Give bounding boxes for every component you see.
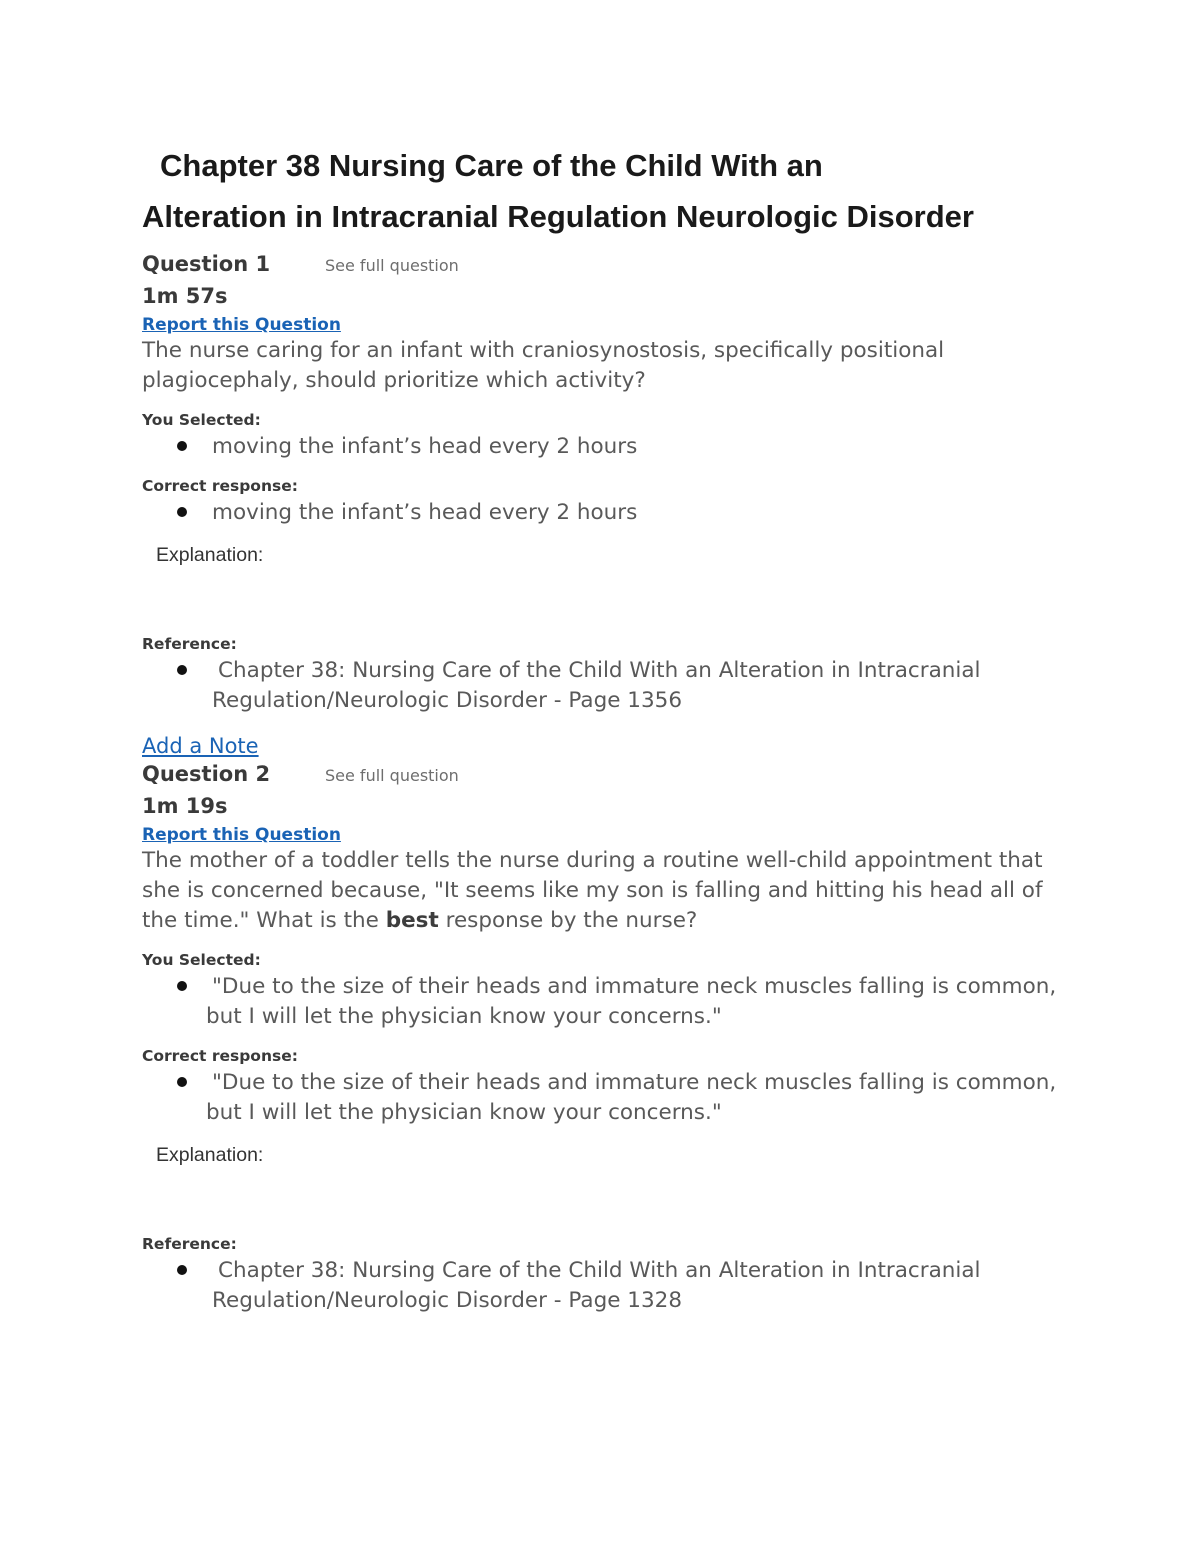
correct-answer-list [142,498,1072,528]
reference-list [142,1256,1072,1316]
bullet-icon [177,981,187,991]
reference-text: Chapter 38: Nursing Care of the Child With an Alteration in Intracranial Regulation/Neurologic Disorder - Page 1328 [212,1258,981,1313]
title-line-2: Alteration in Intracranial Regulation Neurologic Disorder [142,199,974,234]
reference-label: Reference: [142,635,237,653]
correct-answer-text: moving the infant’s head every 2 hours [212,500,638,525]
selected-answer [142,972,1072,1032]
reference-item [142,656,1072,716]
report-question-link[interactable]: Report this Question [142,825,341,845]
bullet-icon [177,507,187,517]
question-header [142,762,1072,786]
question-block-2 [142,762,1072,1316]
correct-answer [142,1068,1072,1128]
you-selected-label: You Selected: [142,951,261,969]
you-selected-label: You Selected: [142,411,261,429]
question-number: Question 2 [142,762,271,786]
explanation-body [142,1168,1072,1234]
correct-answer-list [142,1068,1072,1128]
selected-answer-list [142,972,1072,1032]
reference-list [142,656,1072,716]
title-line-1: Chapter 38 Nursing Care of the Child With an [160,148,823,183]
question-header [142,252,1072,276]
question-text-end: response by the nurse? [438,908,698,933]
correct-response-label: Correct response: [142,477,298,495]
correct-answer [142,498,1072,528]
explanation-label: Explanation: [156,1144,264,1166]
reference-item [142,1256,1072,1316]
correct-answer-text: "Due to the size of their heads and immature neck muscles falling is common, but I will let the physician know your concerns." [206,1070,1057,1125]
correct-response-label: Correct response: [142,1047,298,1065]
see-full-question-link[interactable]: See full question [325,256,459,275]
question-text [142,846,1072,936]
question-text-start: The mother of a toddler tells the nurse during a routine well-child appointment that she is concerned because, "It seems like my son is falling and hitting his head all of the time." What is the [142,848,1043,933]
document-page [142,140,1072,1316]
question-timer: 1m 19s [142,794,228,818]
bullet-icon [177,1077,187,1087]
selected-answer-list [142,432,1072,462]
question-text-emphasis: best [385,908,439,933]
selected-answer-text: moving the infant’s head every 2 hours [212,434,638,459]
question-block-1 [142,252,1072,760]
report-question-link[interactable]: Report this Question [142,315,341,335]
question-timer: 1m 57s [142,284,228,308]
selected-answer [142,432,1072,462]
document-title [142,140,1072,242]
bullet-icon [177,665,187,675]
bullet-icon [177,441,187,451]
question-text: The nurse caring for an infant with craniosynostosis, specifically positional plagiocephaly, should prioritize which activity? [142,338,945,393]
see-full-question-link[interactable]: See full question [325,766,459,785]
explanation-body [142,568,1072,634]
question-number: Question 1 [142,252,271,276]
selected-answer-text: "Due to the size of their heads and immature neck muscles falling is common, but I will let the physician know your concerns." [206,974,1057,1029]
reference-text: Chapter 38: Nursing Care of the Child With an Alteration in Intracranial Regulation/Neurologic Disorder - Page 1356 [212,658,981,713]
reference-label: Reference: [142,1235,237,1253]
add-note-link[interactable]: Add a Note [142,734,259,758]
bullet-icon [177,1265,187,1275]
explanation-label: Explanation: [156,544,264,566]
